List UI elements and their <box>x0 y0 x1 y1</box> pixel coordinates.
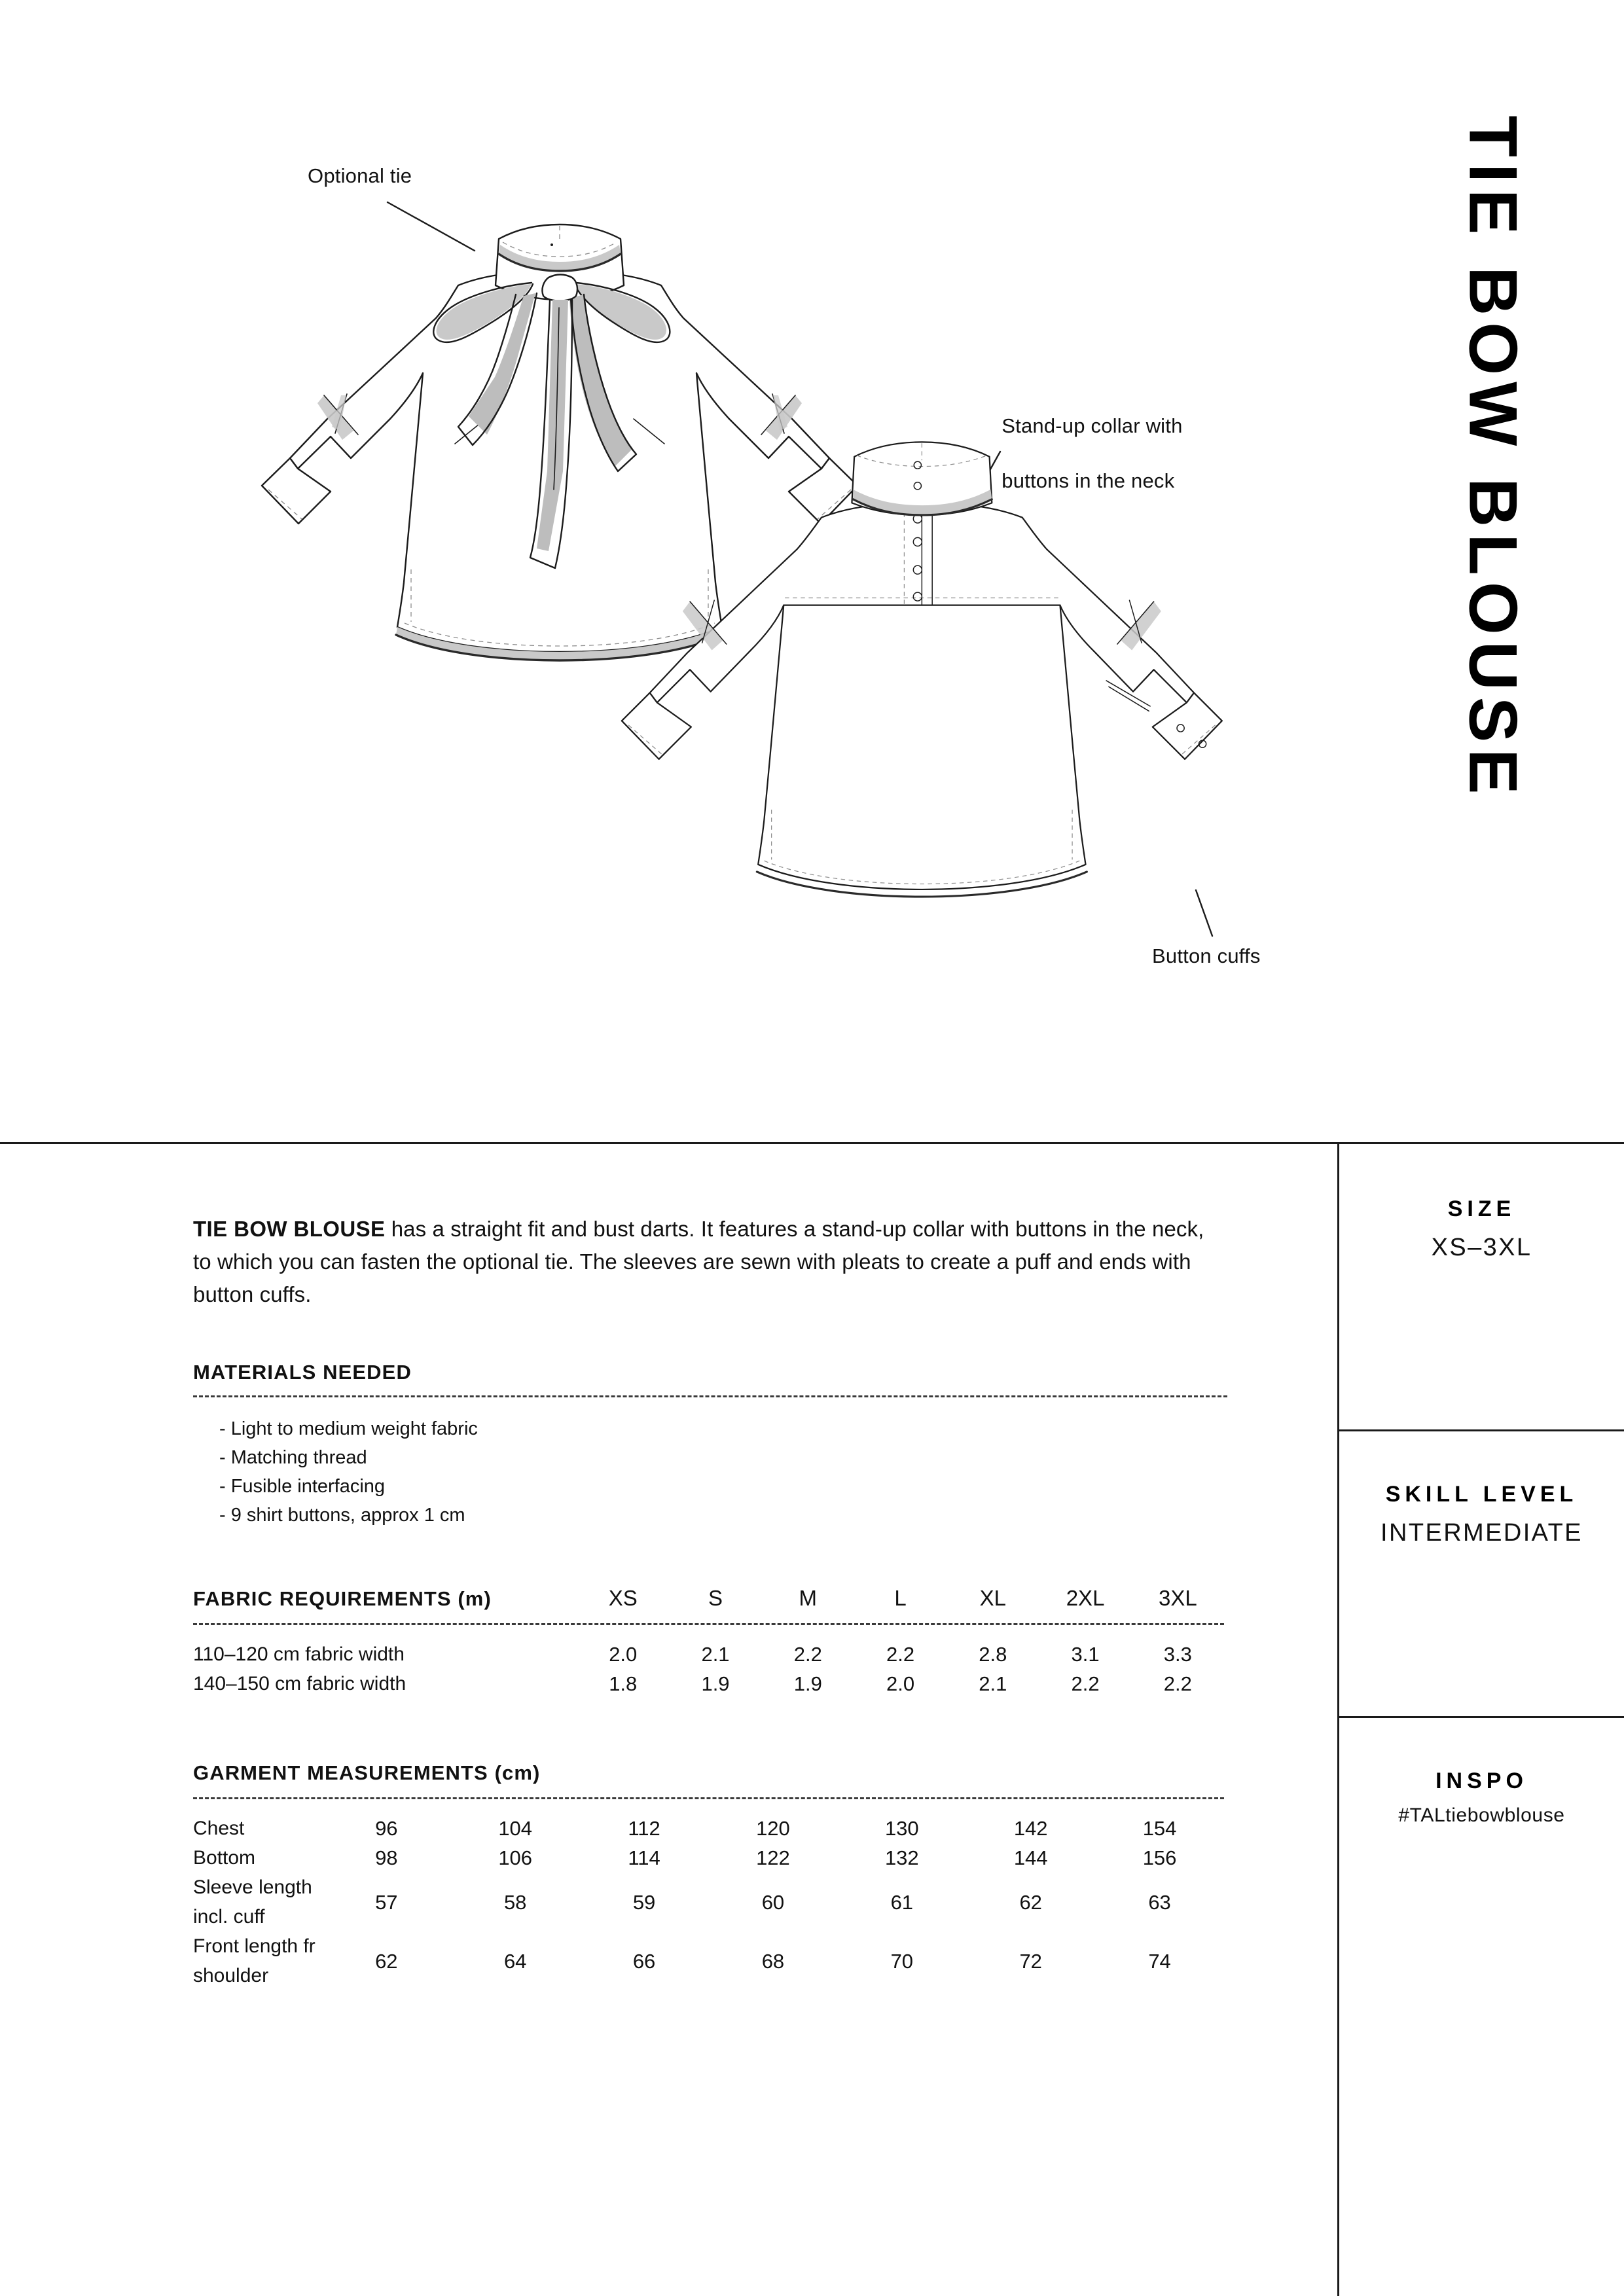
cell-value: 57 <box>375 1890 398 1914</box>
cell-value: 120 <box>756 1817 790 1840</box>
table-row <box>193 1640 1224 1669</box>
materials-dashed-rule <box>193 1395 1227 1397</box>
page-title-container <box>1407 79 1578 838</box>
cell-value: 3.3 <box>1163 1643 1192 1666</box>
materials-heading: MATERIALS NEEDED <box>193 1361 412 1384</box>
cell-value: 1.8 <box>609 1672 638 1695</box>
table-header-row <box>193 1586 1224 1613</box>
sidebar-skill-block <box>1339 1482 1624 1547</box>
sidebar-separator-1 <box>1339 1429 1624 1431</box>
fabric-requirements-table <box>193 1586 1224 1698</box>
cell-value: 2.0 <box>609 1643 638 1666</box>
size-title: SIZE <box>1447 1196 1516 1221</box>
materials-block <box>193 1361 1227 1530</box>
material-item: - Fusible interfacing <box>219 1476 386 1497</box>
size-col-m: M <box>799 1586 818 1610</box>
annotation-collar-line1: Stand-up collar with <box>1001 414 1183 437</box>
cell-value: 112 <box>628 1817 660 1840</box>
cell-value: 2.2 <box>793 1643 822 1666</box>
cell-value: 1.9 <box>701 1672 730 1695</box>
fabric-dashed-rule <box>193 1623 1224 1625</box>
page-title: TIE BOW BLOUSE <box>1454 115 1531 801</box>
size-col-xs: XS <box>608 1586 638 1610</box>
size-col-l: L <box>894 1586 907 1610</box>
inspo-title: INSPO <box>1435 1768 1528 1793</box>
row-label: Front length fr shoulder <box>193 1935 316 1986</box>
table-row <box>193 1814 1224 1843</box>
cell-value: 3.1 <box>1071 1643 1100 1666</box>
cell-value: 72 <box>1019 1949 1042 1973</box>
row-label: 110–120 cm fabric width <box>193 1643 405 1665</box>
cell-value: 62 <box>375 1949 398 1973</box>
cell-value: 60 <box>761 1890 785 1914</box>
row-label: Bottom <box>193 1847 256 1869</box>
cell-value: 122 <box>756 1846 790 1869</box>
material-item: - 9 shirt buttons, approx 1 cm <box>219 1505 465 1526</box>
cell-value: 114 <box>628 1846 660 1869</box>
cell-value: 64 <box>503 1949 527 1973</box>
leader-line-optional-tie <box>388 202 475 251</box>
cell-value: 70 <box>890 1949 914 1973</box>
cell-value: 106 <box>498 1846 533 1869</box>
cell-value: 2.1 <box>979 1672 1007 1695</box>
intro-lead: TIE BOW BLOUSE <box>193 1217 386 1241</box>
cell-value: 58 <box>503 1890 527 1914</box>
cell-value: 63 <box>1148 1890 1171 1914</box>
intro-paragraph <box>193 1213 1227 1311</box>
annotation-collar-line2: buttons in the neck <box>1001 469 1175 492</box>
garment-measurements-table <box>193 1761 1224 1990</box>
cell-value: 2.0 <box>886 1672 915 1695</box>
table-rule-row <box>193 1613 1224 1640</box>
cell-value: 156 <box>1142 1846 1177 1869</box>
sidebar-separator-2 <box>1339 1716 1624 1718</box>
back-left-cuff <box>622 693 691 759</box>
illustration-area <box>0 0 1624 1142</box>
material-item: - Light to medium weight fabric <box>219 1418 478 1439</box>
table-row <box>193 1873 1224 1931</box>
fabric-requirements-block <box>193 1586 1227 1698</box>
content-column <box>193 1191 1227 1990</box>
table-header-row <box>193 1761 1224 1787</box>
leader-line-cuffs <box>1196 890 1212 936</box>
cell-value: 130 <box>884 1817 919 1840</box>
row-label: Sleeve length incl. cuff <box>193 1876 312 1928</box>
skill-value: INTERMEDIATE <box>1380 1519 1583 1547</box>
fabric-heading: FABRIC REQUIREMENTS (m) <box>193 1587 492 1610</box>
back-right-cuff <box>1153 693 1222 759</box>
cell-value: 66 <box>632 1949 656 1973</box>
cell-value: 142 <box>1013 1817 1048 1840</box>
info-sidebar <box>1339 1144 1624 2296</box>
cell-value: 132 <box>884 1846 919 1869</box>
row-label: Chest <box>193 1818 245 1839</box>
cell-value: 74 <box>1148 1949 1171 1973</box>
cell-value: 2.2 <box>1163 1672 1192 1695</box>
size-col-2xl: 2XL <box>1066 1586 1105 1610</box>
size-value: XS–3XL <box>1431 1234 1532 1261</box>
cell-value: 2.2 <box>1071 1672 1100 1695</box>
annotation-stand-up-collar <box>979 385 1183 522</box>
cell-value: 2.8 <box>979 1643 1007 1666</box>
materials-list <box>193 1414 1227 1530</box>
inspo-hashtag: #TALtiebowblouse <box>1398 1804 1565 1826</box>
cell-value: 2.1 <box>701 1643 730 1666</box>
sidebar-inspo-block <box>1339 1768 1624 1827</box>
sidebar-size-block <box>1339 1196 1624 1262</box>
material-item: - Matching thread <box>219 1447 367 1468</box>
cell-value: 2.2 <box>886 1643 915 1666</box>
garment-measurements-block <box>193 1761 1227 1990</box>
technical-drawing <box>0 0 1624 1142</box>
cell-value: 1.9 <box>793 1672 822 1695</box>
table-rule-row <box>193 1787 1224 1814</box>
table-row <box>193 1669 1224 1698</box>
cell-value: 61 <box>890 1890 914 1914</box>
skill-title: SKILL LEVEL <box>1385 1482 1578 1507</box>
fabric-unit: (m) <box>458 1587 492 1610</box>
intro-body: has a straight fit and bust darts. It features a stand-up collar with buttons in the neck, to which you can fasten the optional tie. The sleeves are sewn with pleats to create a puff and ends with button cuffs. <box>193 1217 1204 1306</box>
measurements-dashed-rule <box>193 1797 1224 1799</box>
cell-value: 68 <box>761 1949 785 1973</box>
cell-value: 144 <box>1013 1846 1048 1869</box>
cell-value: 59 <box>632 1890 656 1914</box>
table-row <box>193 1931 1224 1990</box>
table-row <box>193 1843 1224 1873</box>
cell-value: 96 <box>375 1817 398 1840</box>
size-col-3xl: 3XL <box>1158 1586 1197 1610</box>
cell-value: 154 <box>1142 1817 1177 1840</box>
row-label: 140–150 cm fabric width <box>193 1673 406 1695</box>
size-col-s: S <box>708 1586 723 1610</box>
measurements-unit: (cm) <box>494 1761 541 1784</box>
annotation-optional-tie: Optional tie <box>308 164 412 187</box>
annotation-button-cuffs: Button cuffs <box>1152 944 1261 967</box>
cell-value: 62 <box>1019 1890 1042 1914</box>
measurements-heading: GARMENT MEASUREMENTS (cm) <box>193 1761 541 1784</box>
cell-value: 98 <box>375 1846 398 1869</box>
size-col-xl: XL <box>979 1586 1006 1610</box>
cell-value: 104 <box>498 1817 533 1840</box>
